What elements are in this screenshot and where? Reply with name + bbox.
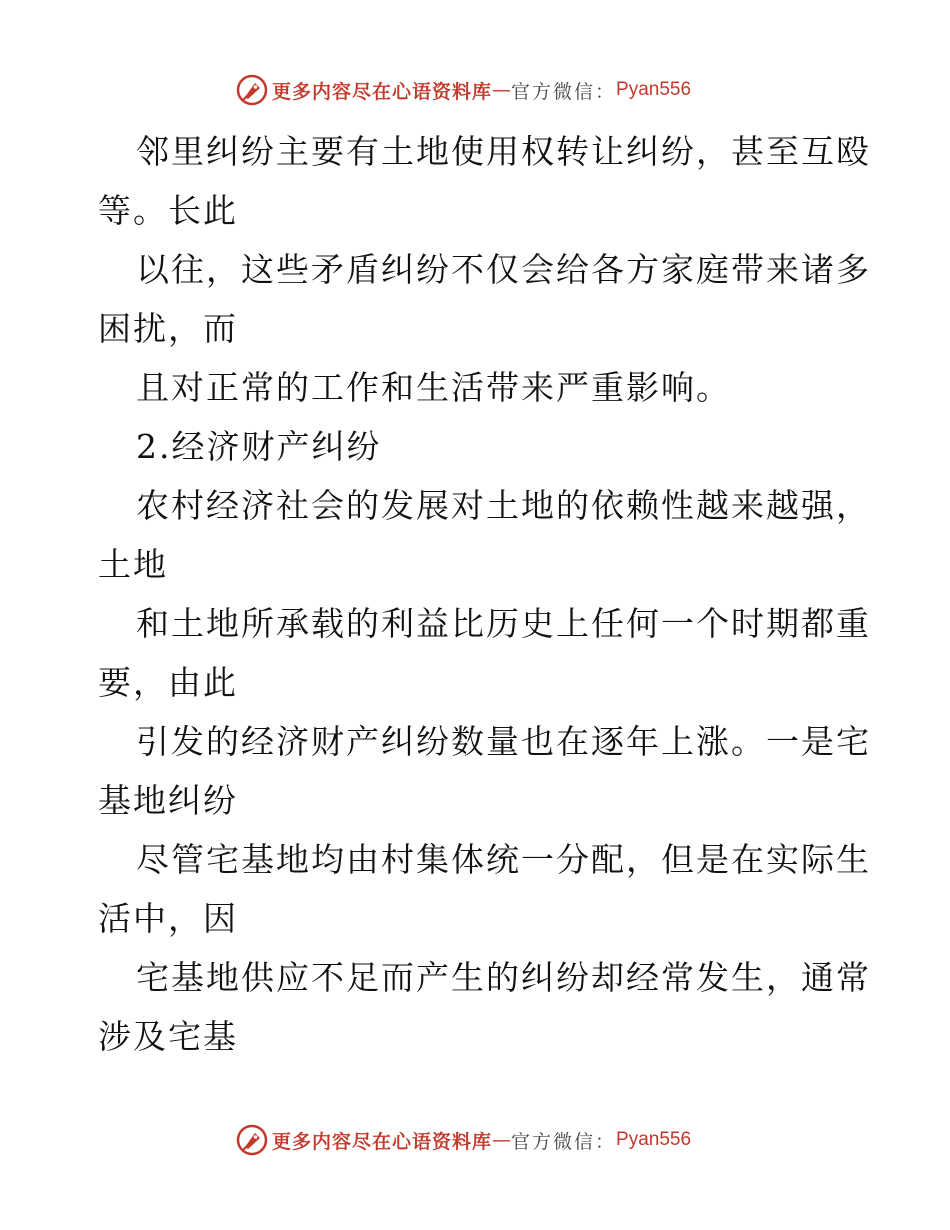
watermark-site-text: 更多内容尽在心语资料库 — [272, 1130, 493, 1153]
text-line: 基地纠纷 — [98, 781, 238, 820]
text-line: 宅基地供应不足而产生的纠纷却经常发生，通常 — [136, 958, 871, 997]
watermark-dash: — — [492, 79, 512, 101]
header-watermark — [236, 73, 691, 107]
text-line: 困扰，而 — [98, 309, 238, 348]
text-line: 和土地所承载的利益比历史上任何一个时期都重 — [136, 604, 871, 643]
text-line: 且对正常的工作和生活带来严重影响。 — [136, 368, 731, 407]
watermark-dash: — — [492, 1129, 512, 1151]
watermark-wechat-label: 官方微信： — [511, 80, 617, 103]
text-line: 邻里纠纷主要有土地使用权转让纠纷，甚至互殴 — [136, 132, 871, 171]
watermark-wechat-label: 官方微信： — [511, 1130, 617, 1153]
text-line: 活中，因 — [98, 899, 238, 938]
watermark-wechat-id: Pyan556 — [616, 79, 692, 100]
text-line: 尽管宅基地均由村集体统一分配，但是在实际生 — [136, 840, 871, 879]
pen-nib-logo-icon — [236, 74, 268, 106]
footer-watermark — [236, 1123, 691, 1157]
pen-nib-logo-icon — [236, 1124, 268, 1156]
document-body — [98, 122, 871, 1066]
text-line: 农村经济社会的发展对土地的依赖性越来越强， — [136, 486, 871, 525]
text-line: 涉及宅基 — [98, 1017, 238, 1056]
text-line: 等。长此 — [98, 191, 238, 230]
text-line: 以往，这些矛盾纠纷不仅会给各方家庭带来诸多 — [136, 250, 871, 289]
text-line: 要，由此 — [98, 663, 238, 702]
text-line: 引发的经济财产纠纷数量也在逐年上涨。一是宅 — [136, 722, 871, 761]
watermark-wechat-id: Pyan556 — [616, 1129, 692, 1150]
text-line: 土地 — [98, 545, 168, 584]
section-heading: 2.经济财产纠纷 — [136, 427, 382, 466]
watermark-site-text: 更多内容尽在心语资料库 — [272, 80, 493, 103]
